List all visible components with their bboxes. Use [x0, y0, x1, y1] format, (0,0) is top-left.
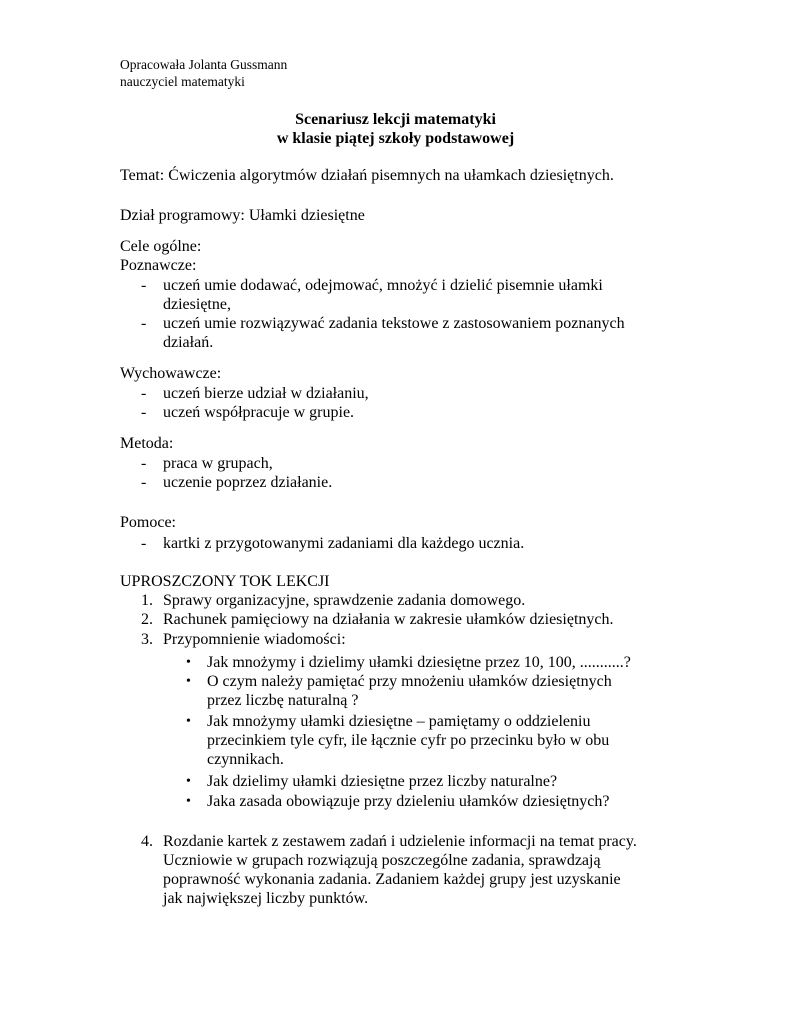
list-item-line: uczeń umie rozwiązywać zadania tekstowe z zastosowaniem poznanych	[163, 315, 625, 332]
question-line: Jak mnożymy i dzielimy ułamki dziesiętne przez 10, 100, ...........?	[207, 654, 631, 671]
lesson-plan-heading: UPROSZCZONY TOK LEKCJI	[120, 573, 330, 590]
lesson-step-line: poprawność wykonania zadania. Zadaniem każdej grupy jest uzyskanie	[163, 871, 621, 888]
list-item	[163, 314, 683, 352]
dash-marker: -	[141, 404, 147, 421]
dash-marker: -	[141, 535, 147, 552]
step-number: 2.	[141, 611, 153, 628]
lesson-step-line: Rozdanie kartek z zestawem zadań i udzielenie informacji na temat pracy.	[163, 833, 637, 850]
title-line-2: w klasie piątej szkoły podstawowej	[276, 130, 515, 147]
bullet-icon: •	[186, 794, 191, 809]
list-item	[163, 276, 683, 314]
list-item-line: działań.	[163, 334, 214, 351]
bullet-icon: •	[186, 714, 191, 729]
step-number: 4.	[141, 833, 153, 850]
list-item: praca w grupach,	[163, 455, 273, 472]
question-line: Jak dzielimy ułamki dziesiętne przez liczby naturalne?	[207, 773, 558, 790]
dash-marker: -	[141, 474, 147, 491]
method-heading: Metoda:	[120, 435, 174, 452]
bullet-icon: •	[186, 655, 191, 670]
aids-heading: Pomoce:	[120, 514, 176, 531]
question-line: przez liczbę naturalną ?	[207, 692, 359, 709]
question-item	[207, 712, 677, 769]
question-item	[207, 653, 677, 672]
lesson-topic: Temat: Ćwiczenia algorytmów działań pisemnych na ułamkach dziesiętnych.	[120, 167, 614, 184]
question-line: O czym należy pamiętać przy mnożeniu ułamków dziesiętnych	[207, 673, 612, 690]
document-title	[0, 110, 791, 148]
list-item-line: uczeń umie dodawać, odejmować, mnożyć i dzielić pisemnie ułamki	[163, 277, 603, 294]
step-number: 1.	[141, 592, 153, 609]
lesson-step-line: jak największej liczby punktów.	[163, 890, 369, 907]
lesson-step-line: Uczniowie w grupach rozwiązują poszczególne zadania, sprawdzają	[163, 852, 601, 869]
author-name: Opracowała Jolanta Gussmann	[120, 57, 288, 72]
document-header	[120, 56, 287, 90]
dash-marker: -	[141, 385, 147, 402]
question-item	[207, 672, 677, 710]
question-line: Jak mnożymy ułamki dziesiętne – pamiętamy o oddzieleniu	[207, 713, 591, 730]
title-line-1: Scenariusz lekcji matematyki	[295, 111, 496, 128]
question-line: czynnikach.	[207, 751, 284, 768]
question-line: przecinkiem tyle cyfr, ile łącznie cyfr po przecinku było w obu	[207, 732, 610, 749]
dash-marker: -	[141, 315, 147, 332]
lesson-step: Sprawy organizacyjne, sprawdzenie zadania domowego.	[163, 592, 526, 609]
lesson-step	[163, 832, 703, 908]
author-role: nauczyciel matematyki	[120, 74, 245, 89]
bullet-icon: •	[186, 674, 191, 689]
cognitive-goals-heading: Poznawcze:	[120, 257, 197, 274]
question-line: Jaka zasada obowiązuje przy dzieleniu ułamków dziesiętnych?	[207, 793, 610, 810]
list-item: uczenie poprzez działanie.	[163, 474, 333, 491]
dash-marker: -	[141, 455, 147, 472]
question-item	[207, 772, 677, 791]
lesson-step: Rachunek pamięciowy na działania w zakresie ułamków dziesiętnych.	[163, 611, 614, 628]
list-item: kartki z przygotowanymi zadaniami dla każdego ucznia.	[163, 535, 525, 552]
list-item: uczeń bierze udział w działaniu,	[163, 385, 369, 402]
bullet-icon: •	[186, 774, 191, 789]
goals-heading: Cele ogólne:	[120, 238, 202, 255]
question-item	[207, 792, 677, 811]
lesson-step: Przypomnienie wiadomości:	[163, 631, 346, 648]
educational-goals-heading: Wychowawcze:	[120, 365, 222, 382]
program-section: Dział programowy: Ułamki dziesiętne	[120, 207, 365, 224]
step-number: 3.	[141, 631, 153, 648]
list-item-line: dziesiętne,	[163, 296, 231, 313]
list-item: uczeń współpracuje w grupie.	[163, 404, 355, 421]
dash-marker: -	[141, 277, 147, 294]
